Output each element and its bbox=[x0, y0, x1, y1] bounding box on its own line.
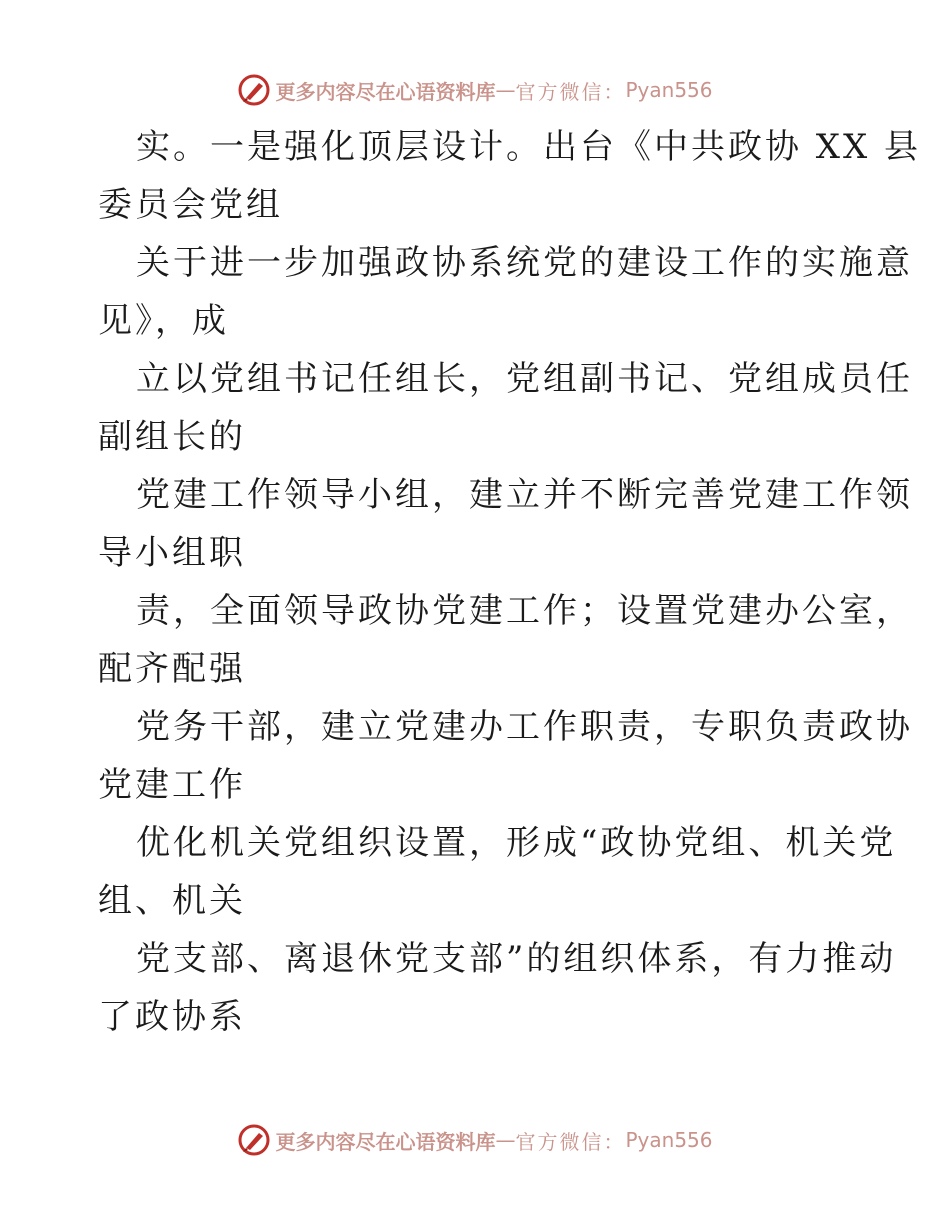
header-banner bbox=[0, 70, 950, 110]
body-line: 见》，成 bbox=[98, 301, 229, 341]
body-line: 责，全面领导政协党建工作；设置党建办公室， bbox=[136, 591, 913, 631]
footer-wechat-id: Pyan556 bbox=[625, 1128, 713, 1152]
header-wechat-label: 官方微信： bbox=[515, 79, 626, 104]
footer-brand-text: 更多内容尽在心语资料库 bbox=[275, 1129, 496, 1154]
body-line: 配齐配强 bbox=[98, 649, 246, 689]
body-line: 导小组职 bbox=[98, 533, 246, 573]
body-line: 优化机关党组织设置，形成“政协党组、机关党 bbox=[136, 823, 897, 863]
body-line: 党支部、离退休党支部”的组织体系，有力推动 bbox=[136, 939, 897, 979]
body-line: 立以党组书记任组长，党组副书记、党组成员任 bbox=[136, 359, 913, 399]
body-line: 了政协系 bbox=[98, 997, 246, 1037]
document-body bbox=[98, 118, 922, 1046]
body-line: 委员会党组 bbox=[98, 185, 283, 225]
body-line: 组、机关 bbox=[98, 881, 246, 921]
pen-logo-icon bbox=[237, 1123, 271, 1157]
footer-separator: — bbox=[495, 1128, 516, 1152]
body-line: 关于进一步加强政协系统党的建设工作的实施意 bbox=[136, 243, 913, 283]
header-separator: — bbox=[495, 78, 516, 102]
body-line: 党建工作领导小组，建立并不断完善党建工作领 bbox=[136, 475, 913, 515]
footer-wechat-label: 官方微信： bbox=[515, 1129, 626, 1154]
header-wechat-id: Pyan556 bbox=[625, 78, 713, 102]
footer-banner bbox=[0, 1120, 950, 1160]
body-line: 副组长的 bbox=[98, 417, 246, 457]
body-line: 实。一是强化顶层设计。出台《中共政协 XX 县 bbox=[136, 127, 922, 167]
body-line: 党务干部，建立党建办工作职责，专职负责政协 bbox=[136, 707, 913, 747]
header-brand-text: 更多内容尽在心语资料库 bbox=[275, 79, 496, 104]
pen-logo-icon bbox=[237, 73, 271, 107]
body-line: 党建工作 bbox=[98, 765, 246, 805]
